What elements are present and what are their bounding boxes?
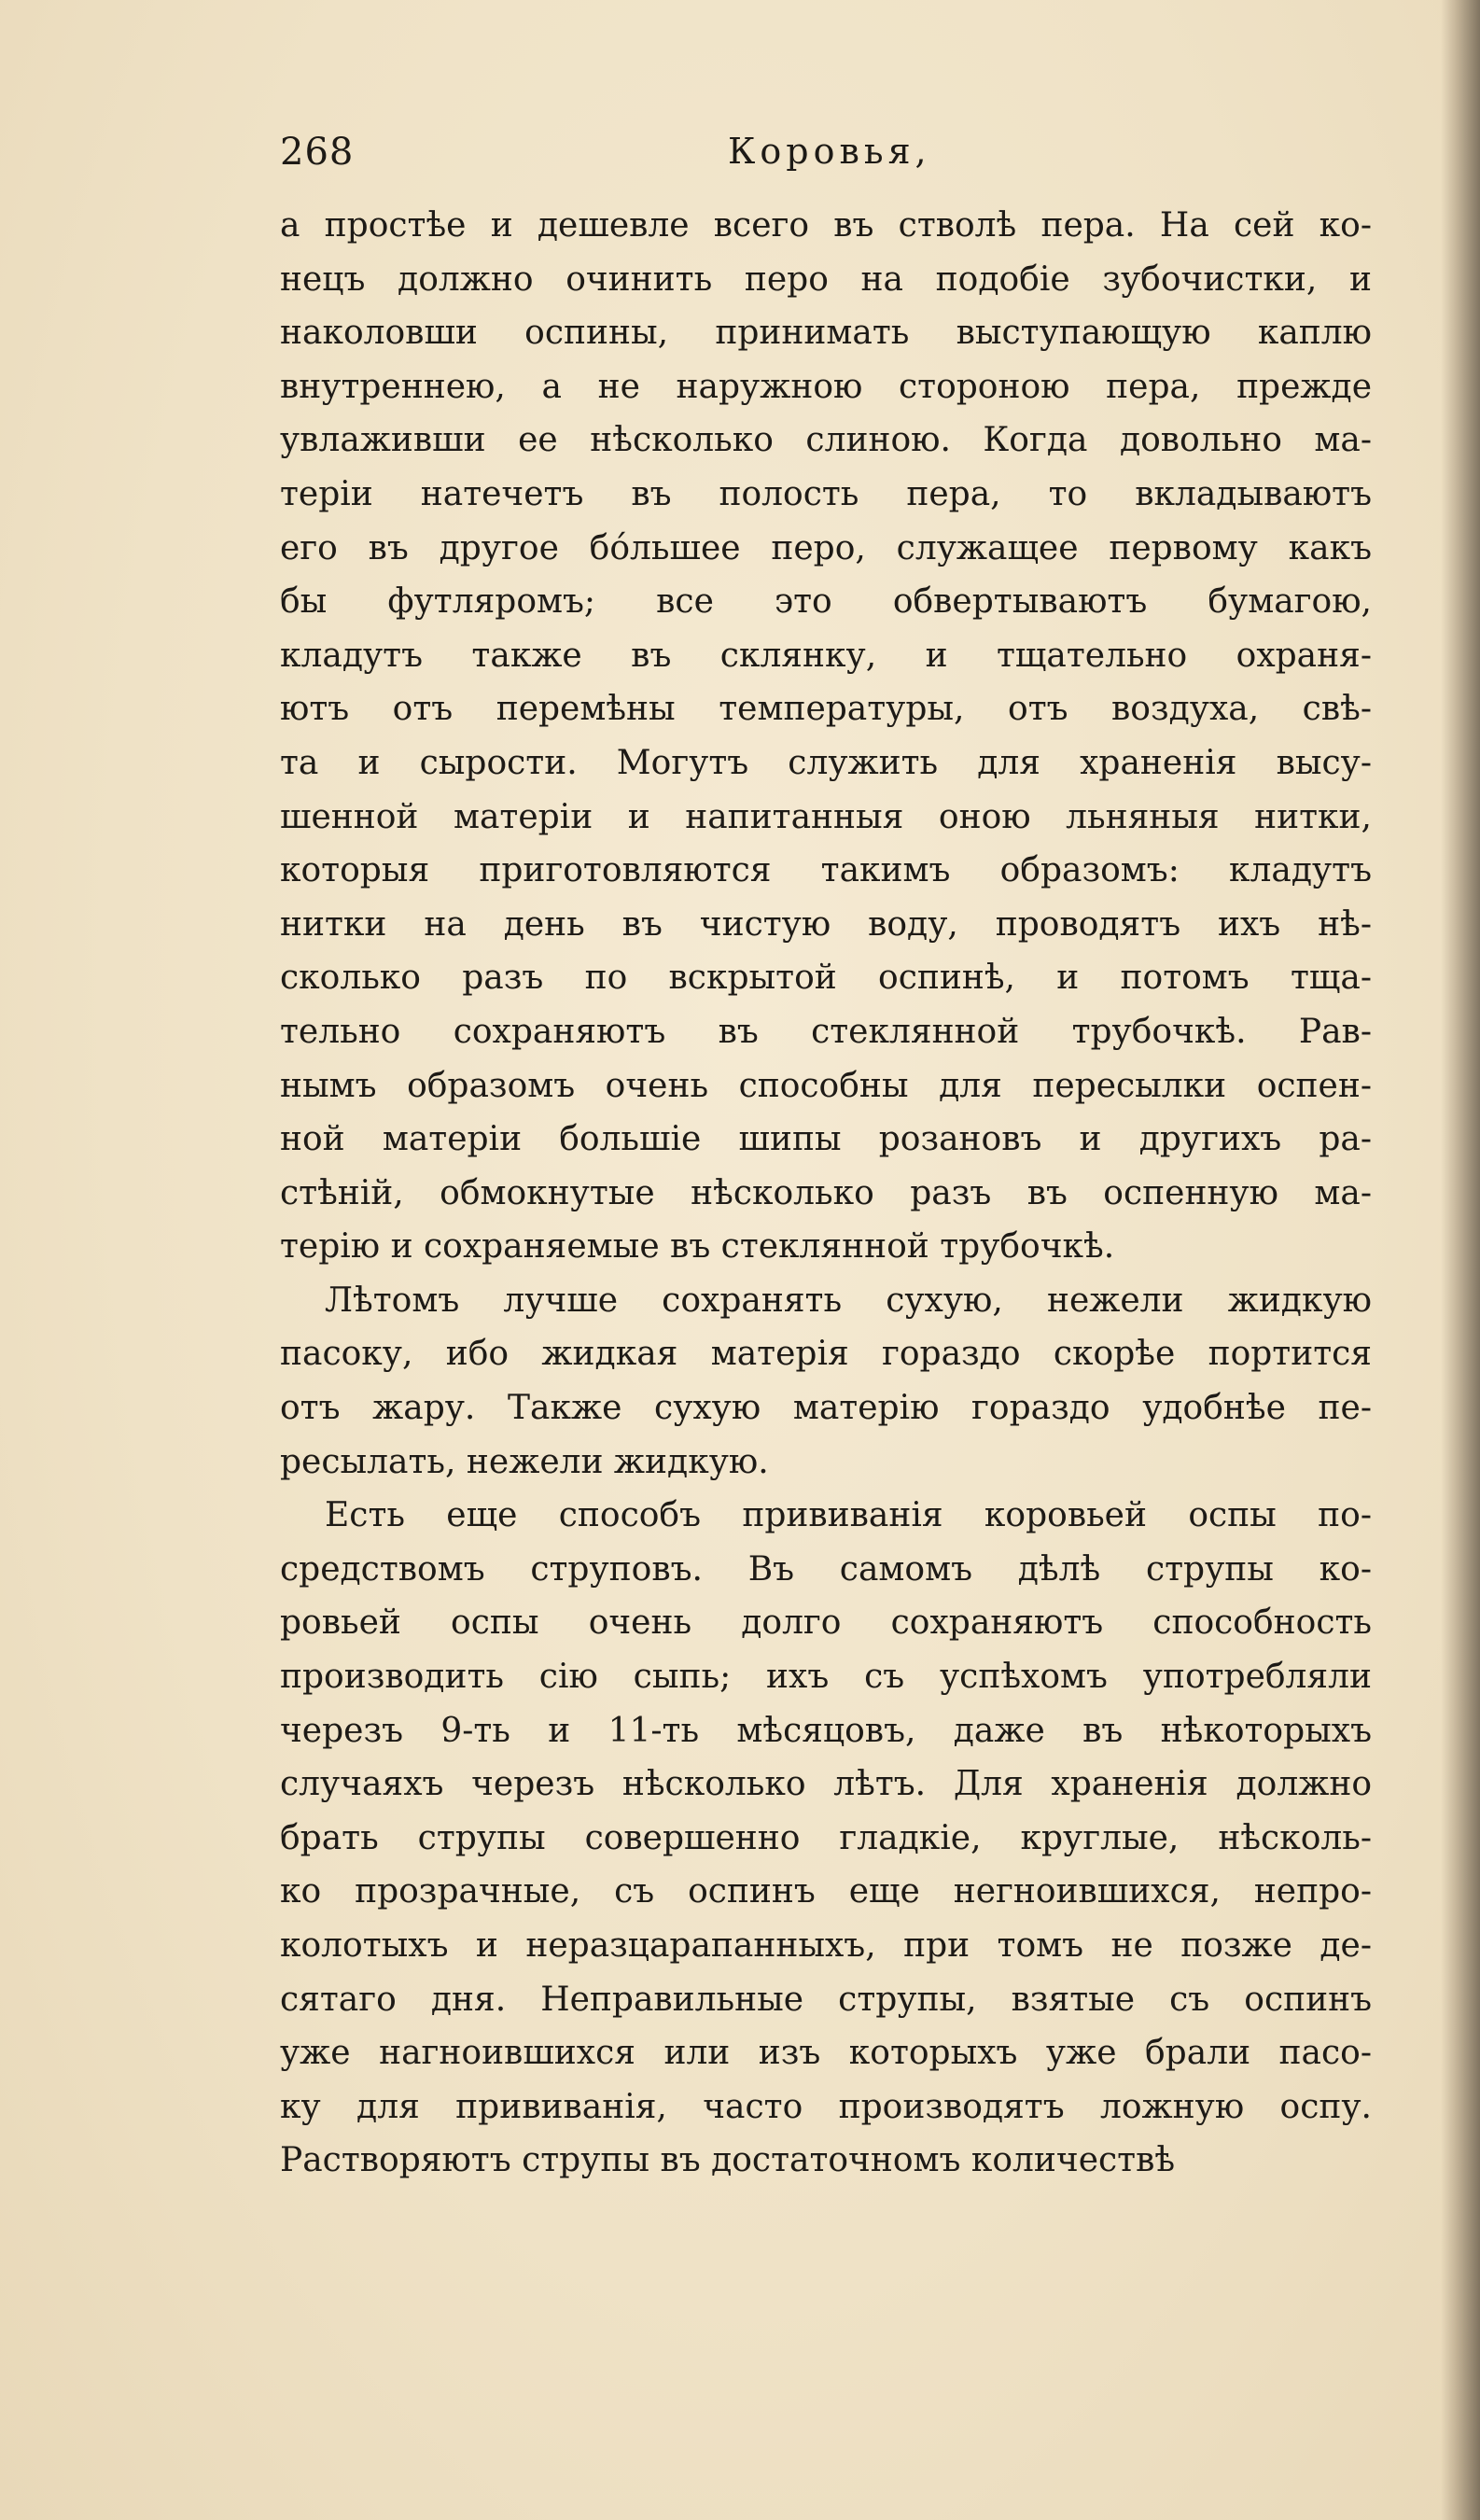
text-line: внутреннею, а не наружною стороною пера, прежде — [280, 367, 1372, 406]
text-line: нымъ образомъ очень способны для пересылки оспен- — [280, 1066, 1372, 1105]
text-line: бы футляромъ; все это обвертываютъ бумагою, — [280, 582, 1372, 622]
text-line: пасоку, ибо жидкая матерія гораздо скорѣе портится — [280, 1335, 1372, 1374]
text-line: сколько разъ по вскрытой оспинѣ, и потомъ тща- — [280, 959, 1372, 998]
text-line: его въ другое бо́льшее перо, служащее первому какъ — [280, 528, 1372, 567]
text-line: которыя приготовляются такимъ образомъ: кладутъ — [280, 851, 1372, 890]
text-line: теріи натечетъ въ полость пера, то вкладываютъ — [280, 474, 1372, 513]
paragraph — [280, 1274, 1372, 1489]
text-line: черезъ 9-ть и 11-ть мѣсяцовъ, даже въ нѣкоторыхъ — [280, 1711, 1372, 1750]
text-line: шенной матеріи и напитанныя оною льняныя нитки, — [280, 797, 1372, 836]
text-line: а простѣе и дешевле всего въ стволѣ пера. На сей ко- — [280, 206, 1372, 245]
text-line: Лѣтомъ лучше сохранять сухую, нежели жидкую — [325, 1281, 1372, 1320]
text-line: ку для прививанія, часто производятъ ложную оспу. — [280, 2087, 1372, 2126]
text-line: уже нагноившихся или изъ которыхъ уже брали пасо- — [280, 2034, 1372, 2073]
text-line: та и сырости. Могутъ служить для храненія высу- — [280, 743, 1372, 782]
text-line: случаяхъ черезъ нѣсколько лѣтъ. Для храненія должно — [280, 1765, 1372, 1804]
text-line: Растворяютъ струпы въ достаточномъ количествѣ — [280, 2141, 1176, 2180]
text-line: стѣній, обмокнутые нѣсколько разъ въ оспенную ма- — [280, 1173, 1372, 1212]
text-line: брать струпы совершенно гладкіе, круглые, нѣсколь- — [280, 1818, 1372, 1857]
text-line: терію и сохраняемые въ стеклянной трубочкѣ. — [280, 1227, 1115, 1267]
body-text — [280, 199, 1372, 2188]
page-number: 268 — [280, 131, 355, 174]
text-line: отъ жару. Также сухую матерію гораздо удобнѣе пе- — [280, 1389, 1372, 1428]
text-line: Есть еще способъ прививанія коровьей оспы по- — [325, 1496, 1372, 1535]
text-line: средствомъ струповъ. Въ самомъ дѣлѣ струпы ко- — [280, 1549, 1372, 1589]
text-line: производить сію сыпь; ихъ съ успѣхомъ употребляли — [280, 1658, 1372, 1697]
text-line: ресылать, нежели жидкую. — [280, 1442, 769, 1481]
page-edge-shadow — [1441, 0, 1480, 2520]
text-line: нитки на день въ чистую воду, проводятъ ихъ нѣ- — [280, 904, 1372, 944]
text-line: ровьей оспы очень долго сохраняютъ способность — [280, 1603, 1372, 1643]
text-line: кладутъ также въ склянку, и тщательно охраня- — [280, 636, 1372, 675]
text-line: нецъ должно очинить перо на подобіе зубочистки, и — [280, 259, 1372, 299]
text-line: наколовши оспины, принимать выступающую каплю — [280, 314, 1372, 353]
page-header — [280, 131, 1353, 187]
text-line: колотыхъ и неразцарапанныхъ, при томъ не позже де- — [280, 1926, 1372, 1965]
paragraph — [280, 1489, 1372, 2188]
running-head: Коровья, — [728, 131, 931, 172]
text-line: увлаживши ее нѣсколько слиною. Когда довольно ма- — [280, 421, 1372, 460]
text-line: ко прозрачные, съ оспинъ еще негноившихся, непро- — [280, 1872, 1372, 1911]
text-line: ной матеріи большіе шипы розановъ и другихъ ра- — [280, 1120, 1372, 1159]
paragraph — [280, 199, 1372, 1274]
text-line: сятаго дня. Неправильные струпы, взятые съ оспинъ — [280, 1980, 1372, 2019]
text-line: тельно сохраняютъ въ стеклянной трубочкѣ. Рав- — [280, 1012, 1372, 1051]
text-line: ютъ отъ перемѣны температуры, отъ воздуха, свѣ- — [280, 690, 1372, 729]
